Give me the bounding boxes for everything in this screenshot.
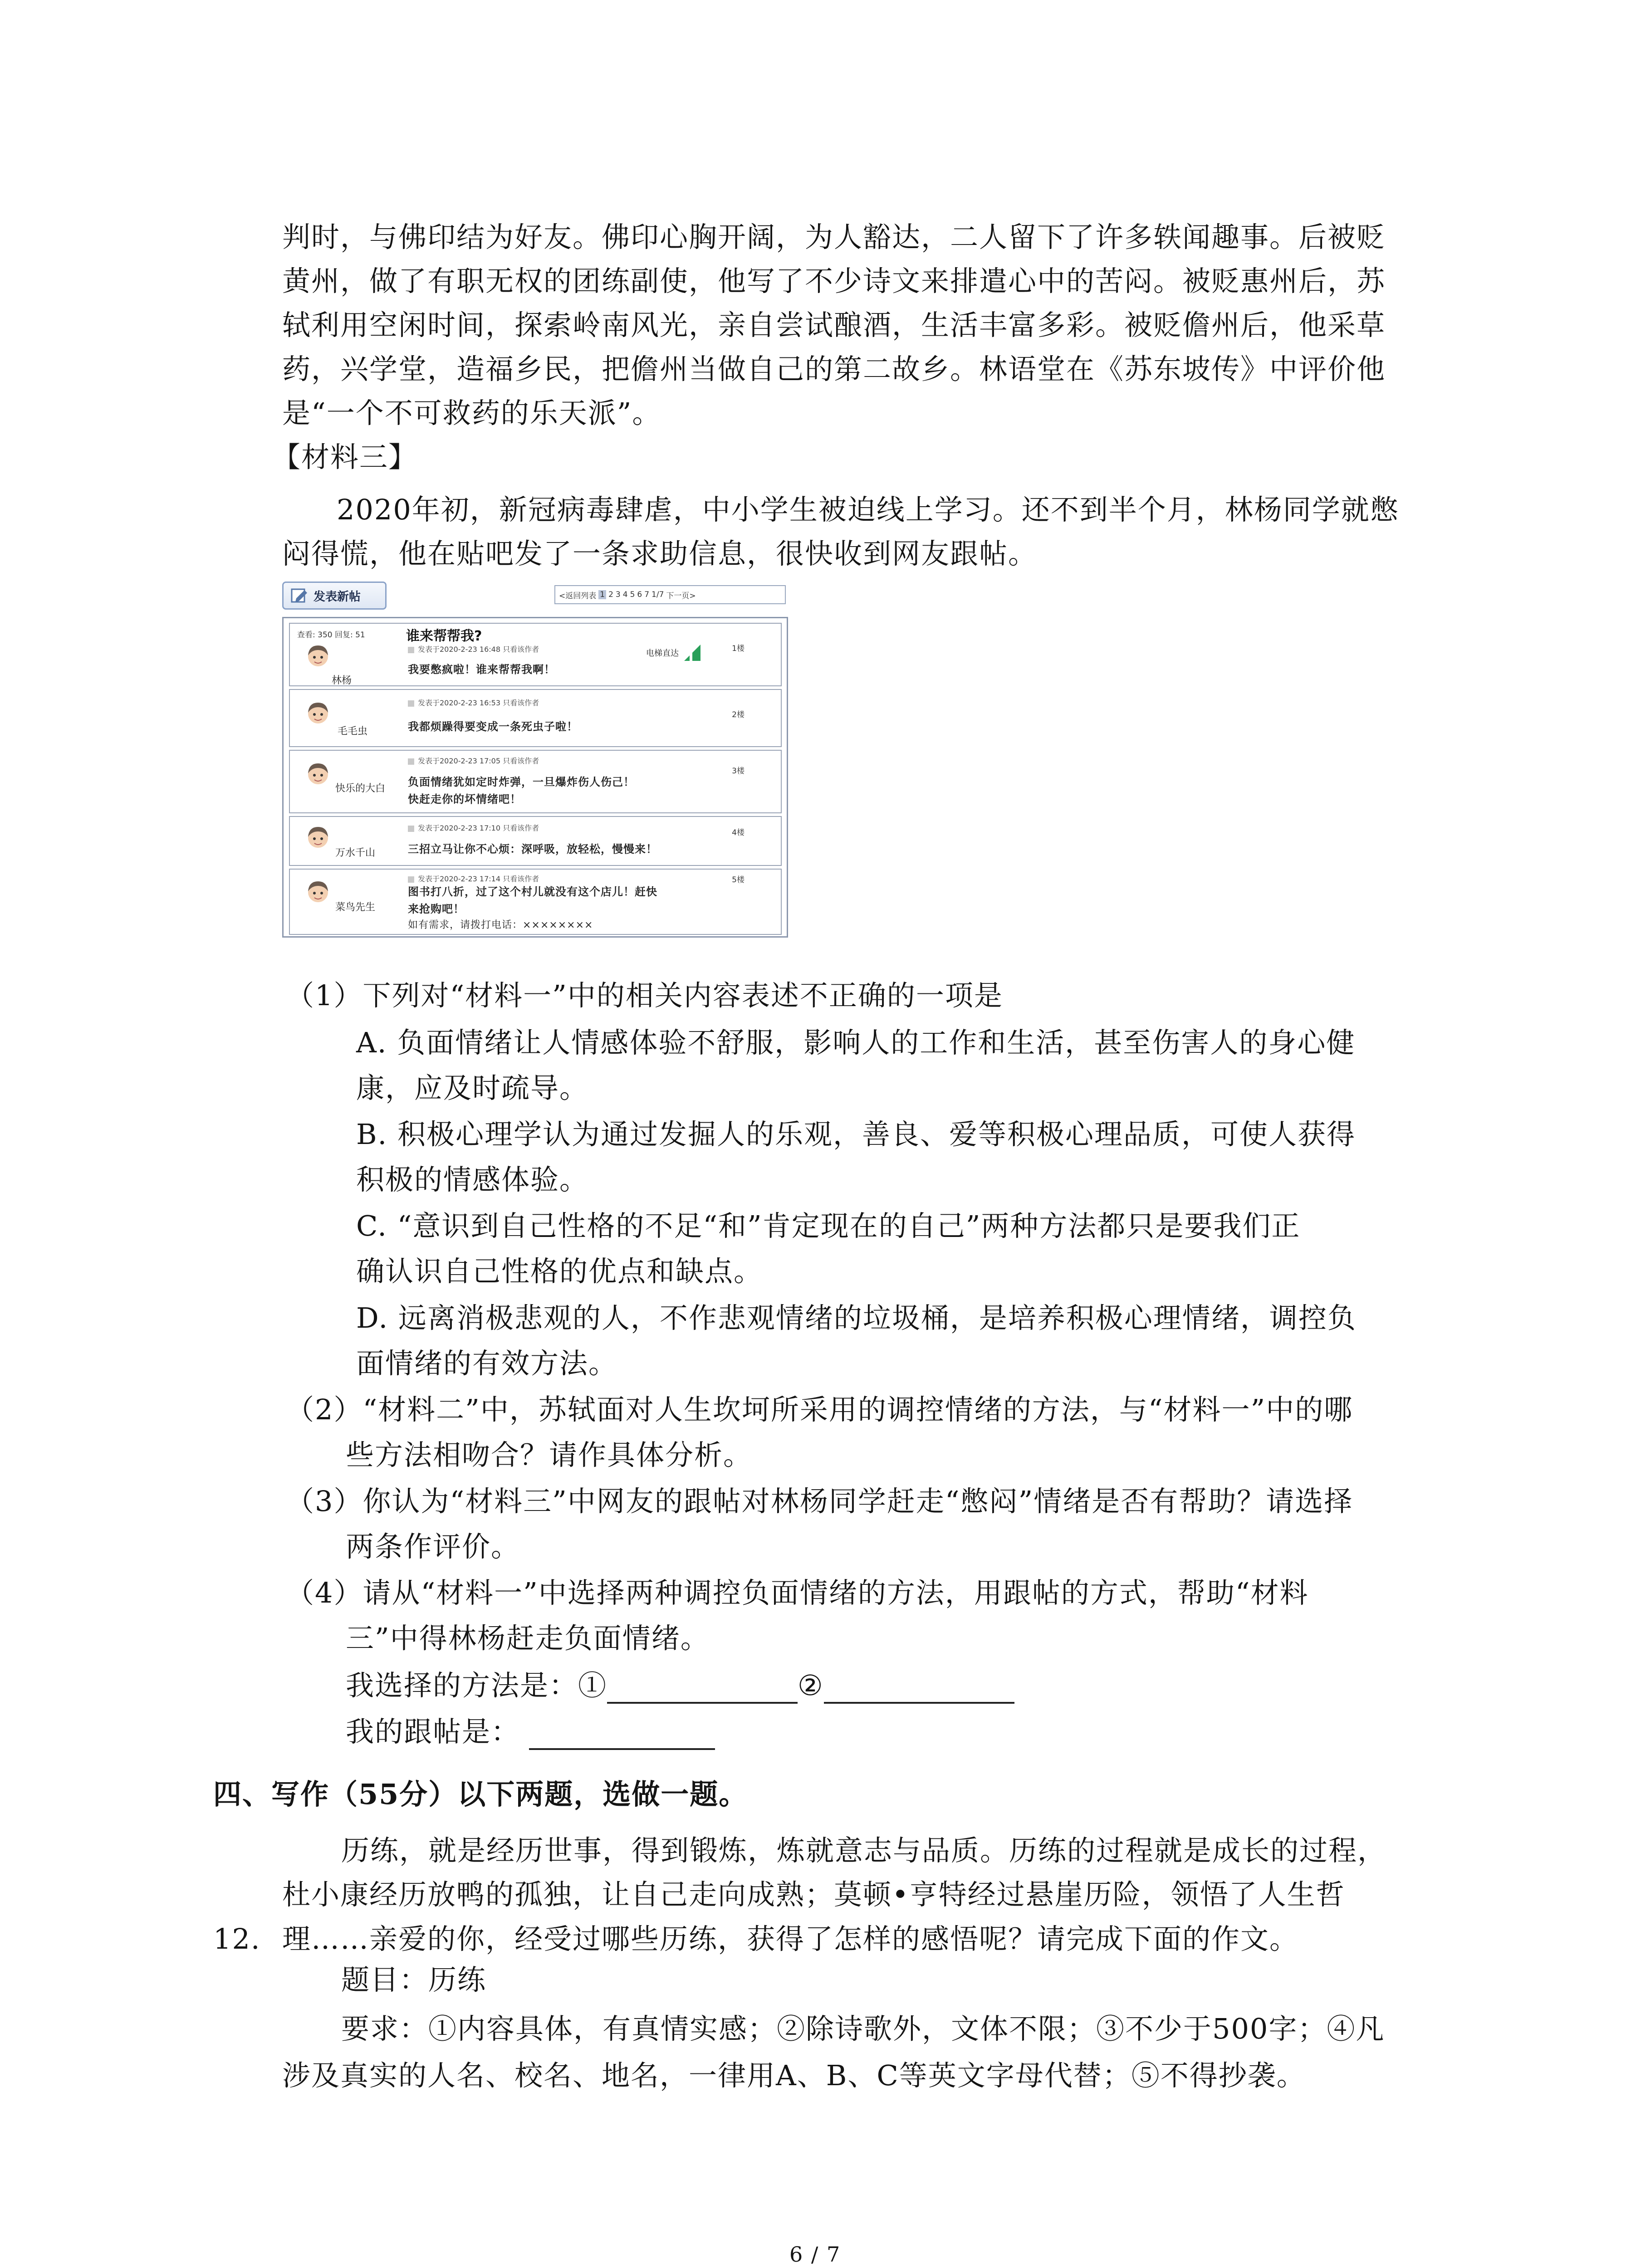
thread-stats: 查看: 350 回复: 51 <box>297 631 365 640</box>
question-1: （1）下列对“材料一”中的相关内容表述不正确的一项是 <box>286 979 1003 1012</box>
q1-option-d: D. 远离消极悲观的人，不作悲观情绪的垃圾桶，是培养积极心理情绪，调控负 <box>356 1301 1357 1334</box>
q1-option-c: C. “意识到自己性格的不足“和”肯定现在的自己”两种方法都只是要我们正 <box>356 1209 1301 1242</box>
q1-option-b: B. 积极心理学认为通过发掘人的乐观，善良、爱等积极心理品质，可使人获得 <box>356 1118 1356 1151</box>
material3-line: 2020年初，新冠病毒肆虐，中小学生被迫线上学习。还不到半个月，林杨同学就憋 <box>337 493 1399 526</box>
page-link[interactable]: 5 <box>630 590 635 599</box>
document-icon <box>408 876 414 883</box>
pagination <box>554 585 786 604</box>
reply-label: 我的跟帖是： <box>346 1715 520 1748</box>
q1-option-b-cont: 积极的情感体验。 <box>356 1163 589 1196</box>
document-icon <box>408 647 414 653</box>
forum-post <box>289 750 782 813</box>
post-message: 我要憋疯啦！谁来帮帮我啊！ <box>408 663 555 676</box>
material2-line: 是“一个不可救药的乐天派”。 <box>282 396 661 430</box>
writing-para-line: 杜小康经历放鸭的孤独，让自己走向成熟；莫顿•亨特经过悬崖历险，领悟了人生哲 <box>282 1878 1345 1911</box>
document-icon <box>408 758 414 765</box>
avatar-icon <box>304 700 333 729</box>
essay-title: 题目：历练 <box>341 1963 487 1996</box>
material3-heading: 【材料三】 <box>272 440 418 474</box>
page-indicator: 1/7 <box>652 590 664 599</box>
elevator-link[interactable]: 电梯直达 <box>646 643 702 663</box>
page-link[interactable]: 4 <box>622 590 628 599</box>
post-username: 毛毛虫 <box>338 726 368 737</box>
post-message: 如有需求，请拨打电话：×××××××× <box>408 919 593 931</box>
question-2: （2）“材料二”中，苏轼面对人生坎坷所采用的调控情绪的方法，与“材料一”中的哪 <box>286 1393 1353 1426</box>
q1-option-a: A. 负面情绪让人情感体验不舒服，影响人的工作和生活，甚至伤害人的身心健 <box>356 1026 1356 1059</box>
back-to-list-link[interactable]: <返回列表 <box>559 591 597 601</box>
material2-line: 黄州，做了有职无权的团练副使，他写了不少诗文来排遣心中的苦闷。被贬惠州后，苏 <box>282 264 1386 298</box>
post-message: 来抢购吧！ <box>408 903 465 915</box>
page-link[interactable]: 6 <box>637 590 642 599</box>
blank-2-marker: ② <box>798 1669 824 1702</box>
material3-line: 闷得慌，他在贴吧发了一条求助信息，很快收到网友跟帖。 <box>282 537 1038 570</box>
reply-blank[interactable] <box>529 1721 715 1750</box>
post-meta: 发表于2020-2-23 17:05 只看该作者 <box>408 755 539 766</box>
question-4: （4）请从“材料一”中选择两种调控负面情绪的方法，用跟帖的方式，帮助“材料 <box>286 1576 1309 1609</box>
q1-option-a-cont: 康，应及时疏导。 <box>356 1071 589 1105</box>
question-number: 12. <box>213 1922 261 1955</box>
post-username: 菜鸟先生 <box>335 902 376 913</box>
new-post-button[interactable] <box>282 582 387 610</box>
question-4-cont: 三”中得林杨赶走负面情绪。 <box>346 1622 710 1655</box>
edit-icon <box>291 587 309 604</box>
method-2-blank[interactable] <box>824 1675 1014 1704</box>
page-link[interactable]: 2 <box>608 590 613 599</box>
writing-heading: 四、写作（55分）以下两题，选做一题。 <box>213 1778 748 1811</box>
page-number: 6 / 7 <box>789 2242 841 2267</box>
writing-para-line: 历练，就是经历世事，得到锻炼，炼就意志与品质。历练的过程就是成长的过程， <box>341 1834 1387 1867</box>
q1-option-d-cont: 面情绪的有效方法。 <box>356 1347 618 1380</box>
post-username: 万水千山 <box>335 847 376 859</box>
next-page-link[interactable]: 下一页> <box>666 591 696 601</box>
blank-1-marker: ① <box>578 1669 607 1702</box>
forum-screenshot <box>282 582 788 938</box>
post-message: 负面情绪犹如定时炸弹，一旦爆炸伤人伤己！ <box>408 776 635 788</box>
question-3-cont: 两条作评价。 <box>346 1530 520 1563</box>
post-meta: 发表于2020-2-23 17:14 只看该作者 <box>408 873 539 884</box>
document-icon <box>408 700 414 707</box>
post-floor: 4楼 <box>732 828 745 837</box>
forum-post <box>289 623 782 686</box>
material2-line: 判时，与佛印结为好友。佛印心胸开阔，为人豁达，二人留下了许多轶闻趣事。后被贬 <box>282 220 1386 254</box>
forum-post <box>289 689 782 747</box>
thread-list <box>282 617 788 938</box>
post-meta: 发表于2020-2-23 16:53 只看该作者 <box>408 697 539 708</box>
post-floor: 2楼 <box>732 710 745 719</box>
forum-post <box>289 869 782 935</box>
material2-line: 轼利用空闲时间，探索岭南风光，亲自尝试酿酒，生活丰富多彩。被贬儋州后，他采草 <box>282 308 1386 342</box>
page-link[interactable]: 1 <box>598 590 606 599</box>
elevator-icon <box>682 643 702 663</box>
post-meta: 发表于2020-2-23 17:10 只看该作者 <box>408 822 539 833</box>
post-message: 快赶走你的坏情绪吧！ <box>408 793 521 806</box>
thread-title: 谁来帮帮我? <box>406 628 482 644</box>
question-3: （3）你认为“材料三”中网友的跟帖对林杨同学赶走“憋闷”情绪是否有帮助？请选择 <box>286 1485 1353 1518</box>
avatar-icon <box>304 879 333 908</box>
method-1-blank[interactable] <box>607 1675 798 1704</box>
new-post-label: 发表新帖 <box>314 590 361 604</box>
page-link[interactable]: 7 <box>644 590 650 599</box>
essay-requirements: 要求：①内容具体，有真情实感；②除诗歌外，文体不限；③不少于500字；④凡 <box>341 2012 1385 2045</box>
post-floor: 5楼 <box>732 875 745 885</box>
page-link[interactable]: 3 <box>615 590 621 599</box>
writing-para-line: 理……亲爱的你，经受过哪些历练，获得了怎样的感悟呢？请完成下面的作文。 <box>282 1922 1299 1955</box>
avatar-icon <box>304 643 333 672</box>
post-message: 图书打八折，过了这个村儿就没有这个店儿！赶快 <box>408 885 657 898</box>
material2-line: 药，兴学堂，造福乡民，把儋州当做自己的第二故乡。林语堂在《苏东坡传》中评价他 <box>282 352 1386 386</box>
post-message: 我都烦躁得要变成一条死虫子啦！ <box>408 720 578 733</box>
post-meta: 发表于2020-2-23 16:48 只看该作者 <box>408 644 539 654</box>
essay-requirements-cont: 涉及真实的人名、校名、地名，一律用A、B、C等英文字母代替；⑤不得抄袭。 <box>282 2059 1306 2092</box>
question-2-cont: 些方法相吻合？请作具体分析。 <box>346 1438 753 1471</box>
document-icon <box>408 826 414 832</box>
post-message: 三招立马让你不心烦：深呼吸，放轻松，慢慢来！ <box>408 843 657 855</box>
avatar-icon <box>304 761 333 790</box>
method-label: 我选择的方法是： <box>346 1669 578 1702</box>
post-floor: 3楼 <box>732 767 745 776</box>
forum-post <box>289 816 782 866</box>
post-username: 快乐的大白 <box>335 783 386 794</box>
post-floor: 1楼 <box>732 644 745 653</box>
avatar-icon <box>304 824 333 853</box>
method-answer-row <box>346 1667 1014 1704</box>
post-username: 林杨 <box>332 675 352 686</box>
q1-option-c-cont: 确认识自己性格的优点和缺点。 <box>356 1255 763 1288</box>
reply-answer-row <box>346 1714 715 1750</box>
